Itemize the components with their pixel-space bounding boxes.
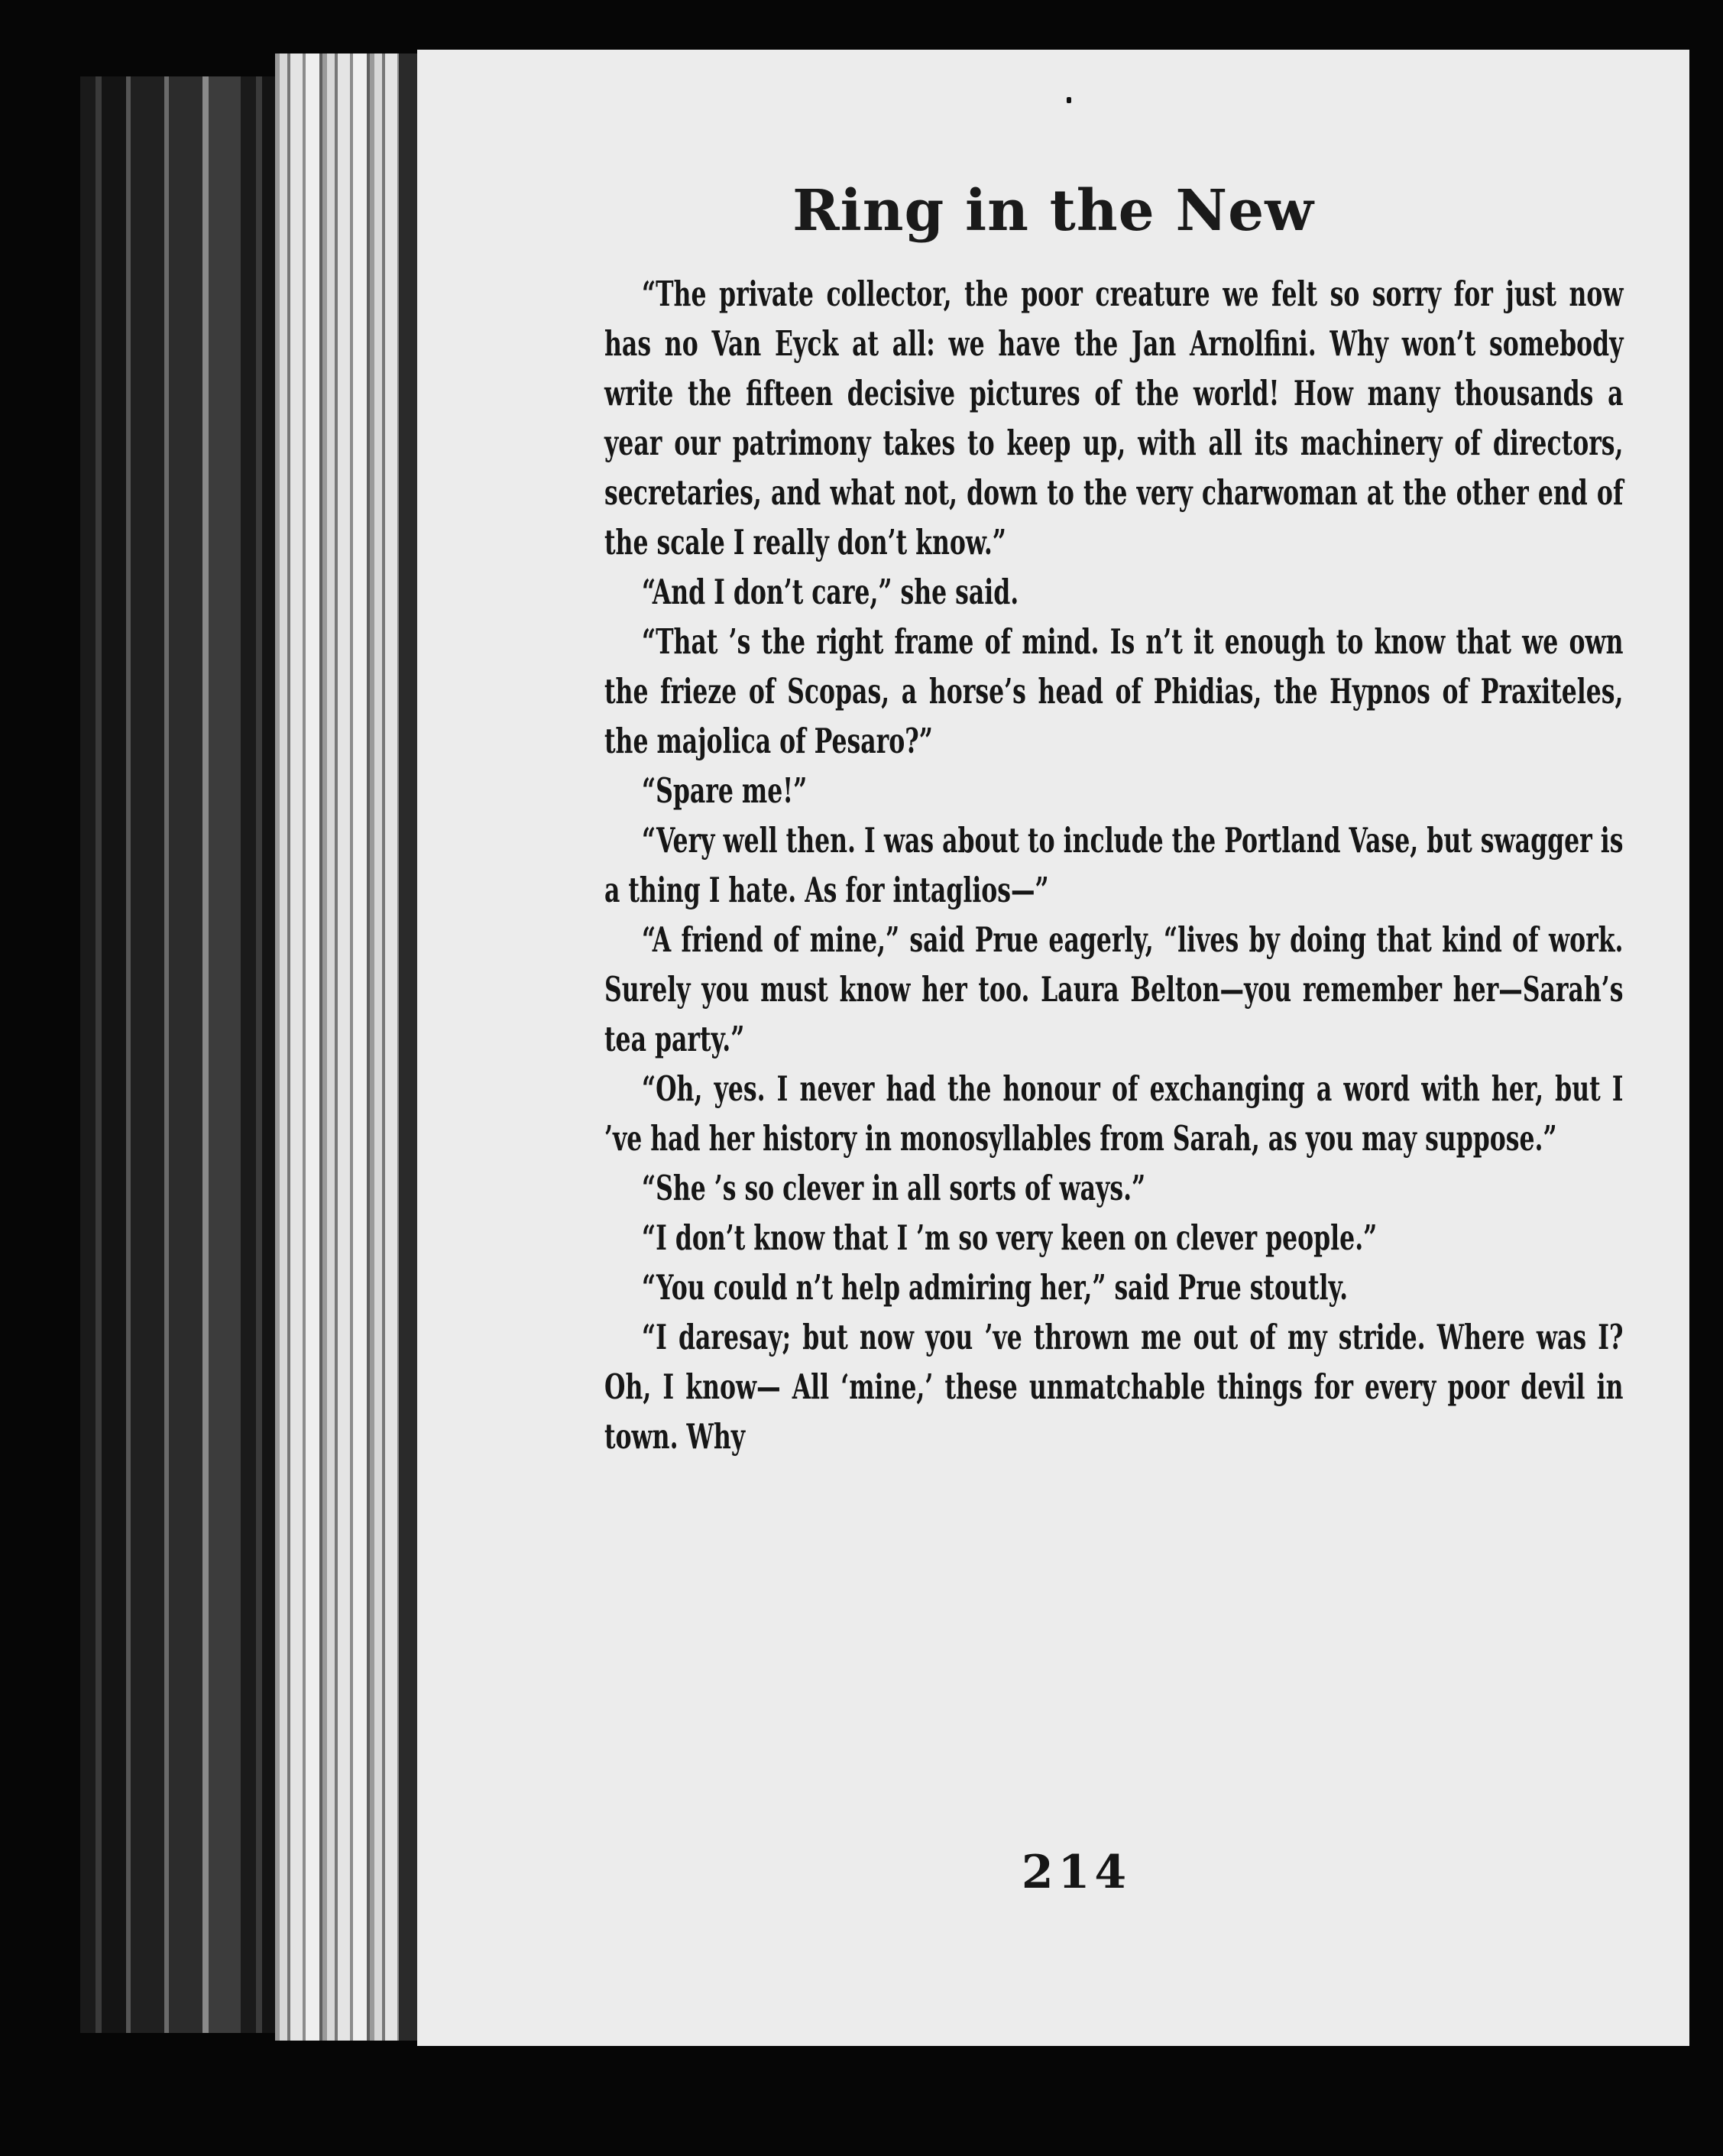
page-number: 214 bbox=[1021, 1846, 1132, 1899]
paragraph: “The private collector, the poor creature we felt so sorry for just now has no Van Eyck at all: we have the Jan Arnolfini. Why won’t somebody write the fifteen decisive pictures of the world! How many thousands a year our patrimony takes to keep up, with all its machinery of directors, secretaries, and what not, down to the very charwoman at the other end of the scale I really don’t know.” bbox=[604, 274, 1624, 563]
paragraph: “You could n’t help admiring her,” said Prue stoutly. bbox=[642, 1267, 1349, 1308]
paragraph: “She ’s so clever in all sorts of ways.” bbox=[642, 1168, 1146, 1208]
paragraph: “Oh, yes. I never had the honour of exchanging a word with her, but I ’ve had her history in monosyllables from Sarah, as you may suppose.” bbox=[604, 1068, 1624, 1159]
paragraph: “A friend of mine,” said Prue eagerly, “lives by doing that kind of work. Surely you must know her too. Laura Belton—you remember her—Sarah’s tea party.” bbox=[604, 919, 1624, 1059]
paragraph: “Very well then. I was about to include the Portland Vase, but swagger is a thing I hate. As for intaglios—” bbox=[604, 820, 1624, 910]
paragraph: “I don’t know that I ’m so very keen on clever people.” bbox=[642, 1217, 1378, 1258]
paragraph: “I daresay; but now you ’ve thrown me out of my stride. Where was I? Oh, I know— All ‘mine,’ these unmatchable things for every poor devil in town. Why bbox=[604, 1317, 1624, 1457]
paragraph: “And I don’t care,” she said. bbox=[642, 572, 1019, 612]
running-head: Ring in the New bbox=[792, 178, 1314, 244]
page-body bbox=[604, 269, 1624, 1461]
ink-speck bbox=[1067, 97, 1071, 103]
paragraph: “That ’s the right frame of mind. Is n’t it enough to know that we own the frieze of Scopas, a horse’s head of Phidias, the Hypnos of Praxiteles, the majolica of Pesaro?” bbox=[604, 621, 1624, 761]
book-page bbox=[417, 50, 1689, 2046]
paragraph: “Spare me!” bbox=[642, 770, 808, 811]
gutter-shadow bbox=[399, 53, 417, 2041]
